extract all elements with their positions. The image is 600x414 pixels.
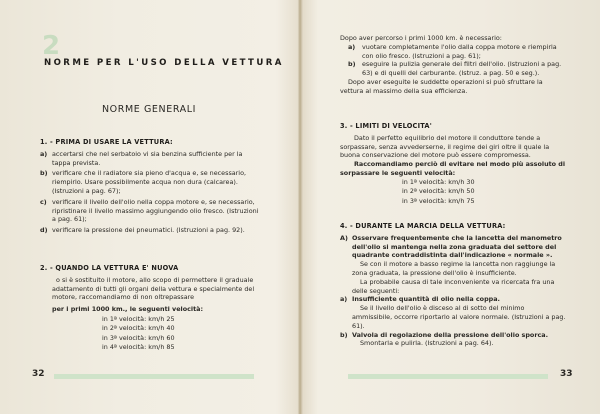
cause-b [340, 331, 566, 340]
item-label: a) [348, 42, 356, 51]
page-number: 32 [32, 369, 45, 379]
speed-limit: in 2ª velocità: km/h 50 [402, 187, 475, 196]
section-2-lead: per i primi 1000 km., le seguenti velocità: [52, 305, 204, 314]
speed-limit: in 3ª velocità: km/h 60 [102, 333, 175, 342]
cause-text: Smontarla e pulirla. (Istruzioni a pag. 64). [360, 339, 494, 348]
list-item [340, 43, 566, 61]
section-3-paragraph: Dato il perfetto equilibrio del motore il conduttore tende a sorpassare, senza avvederserne, il regime dei giri oltre il quale la buona conservazione del motore può essere compromessa. [340, 133, 550, 160]
section-3-warning: Raccomandiamo perciò di evitare nel modo più assoluto di sorpassare le seguenti velocità: [340, 160, 566, 177]
section-1 [40, 138, 260, 235]
section-2 [40, 264, 260, 353]
section-2-heading: 2. - QUANDO LA VETTURA E' NUOVA [40, 264, 179, 272]
item-text: eseguire la pulizia generale dei filtri dell'olio. (Istruzioni a pag. 63) e di quelli del carburante. (Istruz. a pag. 50 e seg.). [362, 60, 562, 78]
section-4-item-a [340, 234, 566, 260]
intro-text: Dopo aver percorso i primi 1000 km. è necessario: [340, 34, 502, 42]
item-label: a) [40, 149, 48, 158]
cause-title: Insufficiente quantità di olio nella coppa. [352, 295, 500, 304]
speed-limit: in 2ª velocità: km/h 40 [102, 324, 175, 333]
item-label: b) [340, 330, 348, 339]
intro-after: Dopo aver eseguite le suddette operazioni si può sfruttare la vettura al massimo della sua efficienza. [340, 77, 543, 95]
speed-limit: in 3ª velocità: km/h 75 [402, 196, 475, 205]
section-4 [340, 222, 566, 348]
list-item [40, 150, 260, 168]
speed-limit: in 4ª velocità: km/h 85 [102, 343, 175, 352]
item-label: a) [340, 295, 348, 304]
chapter-number: 2 [42, 31, 61, 61]
chapter-title: NORME PER L'USO DELLA VETTURA [44, 58, 284, 68]
list-item [40, 198, 260, 224]
list-item [40, 169, 260, 195]
section-4-paragraph: La probabile causa di tale inconveniente va ricercata fra una delle seguenti: [352, 277, 555, 295]
section-1-heading: 1. - PRIMA DI USARE LA VETTURA: [40, 138, 173, 146]
section-4-paragraph: Se con il motore a basso regime la lancetta non raggiunge la zona graduata, la pressione dell'olio è insufficiente. [352, 260, 556, 277]
item-label: c) [40, 197, 47, 206]
section-4-heading: 4. - DURANTE LA MARCIA DELLA VETTURA: [340, 222, 506, 230]
page-number: 33 [560, 369, 573, 379]
item-text: verificare la pressione dei pneumatici. (Istruzioni a pag. 92). [52, 226, 245, 235]
left-page [0, 0, 298, 414]
list-item [40, 226, 260, 235]
item-text: Osservare frequentemente che la lancetta del manometro dell'olio si mantenga nella zona graduata del settore del quadrante contraddistinta dall'indicazione « normale ». [352, 233, 562, 260]
page-footer-bar [54, 374, 254, 379]
item-label: A) [340, 233, 348, 242]
cause-a [340, 295, 566, 304]
item-text: vuotare completamente l'olio dalla coppa motore e riempirla con olio fresco. (Istruzioni a pag. 61); [362, 42, 557, 60]
section-3 [340, 122, 566, 206]
item-text: accertarsi che nel serbatoio vi sia benzina sufficiente per la tappa prevista. [52, 149, 243, 167]
section-title: NORME GENERALI [101, 104, 197, 115]
item-text: verificare che il radiatore sia pieno d'acqua e, se necessario, riempirlo. Usare possibilmente acqua non dura (calcarea). (Istruzioni a pag. 67); [52, 169, 247, 195]
speed-limit: in 1ª velocità: km/h 25 [102, 314, 175, 323]
speed-limit: in 1ª velocità: km/h 30 [402, 177, 475, 186]
item-text: verificare il livello dell'olio nella coppa motore e, se necessario, ripristinare il livello massimo aggiungendo olio fresco. (Istruzioni a pag. 61); [52, 197, 259, 224]
section-2-paragraph: o si è sostituito il motore, allo scopo di permettere il graduale adattamento di tutti gli organi della vettura e specialmente del motore, raccomandiamo di non oltrepassare [52, 275, 255, 302]
cause-text: Se il livello dell'olio è disceso al di sotto del minimo ammissibile, occorre riportarlo al valore normale. (Istruzioni a pag. 61). [352, 304, 566, 330]
page-footer-bar [348, 374, 548, 379]
cause-title: Valvola di regolazione della pressione dell'olio sporca. [352, 330, 549, 339]
item-label: b) [348, 60, 356, 69]
section-3-heading: 3. - LIMITI DI VELOCITA' [340, 122, 432, 130]
item-label: b) [40, 169, 48, 178]
right-page [304, 0, 600, 414]
list-item [340, 60, 566, 78]
intro-block [340, 34, 566, 96]
item-label: d) [40, 226, 48, 235]
